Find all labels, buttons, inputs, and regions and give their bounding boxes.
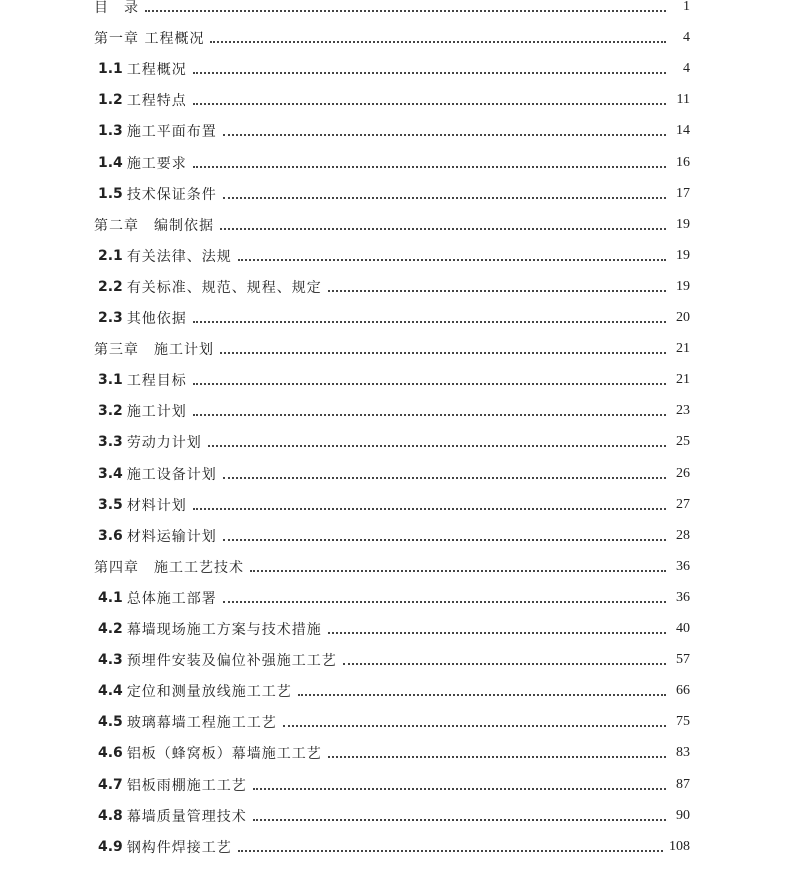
toc-page-number: 66: [676, 683, 690, 699]
toc-page-number: 90: [676, 807, 690, 823]
toc-page-number: 40: [676, 621, 690, 636]
dot-leader: [208, 445, 666, 447]
dot-leader: [223, 539, 666, 541]
dot-leader: [220, 228, 666, 230]
toc-entry-number: 4.3: [98, 652, 123, 669]
toc-entry-number: 3.4: [98, 465, 123, 482]
toc-entry-number: 3.2: [98, 403, 123, 420]
toc-chapter-row: [94, 338, 690, 360]
toc-section-row: [98, 183, 690, 205]
toc-section-row: [98, 276, 690, 298]
toc-chapter-row: [94, 27, 690, 49]
toc-section-row: [98, 525, 690, 547]
toc-section-row: [98, 463, 690, 485]
toc-entry-title: 技术保证条件: [126, 186, 217, 203]
toc-entry-title: 有关标准、规范、规程、规定: [126, 279, 322, 296]
toc-entry-title: 工程特点: [126, 93, 187, 110]
toc-section-row: [98, 836, 690, 858]
toc-page-number: 4: [683, 61, 690, 77]
toc-entry-number: 4.5: [98, 714, 123, 731]
toc-page-number: 21: [676, 372, 690, 388]
dot-leader: [210, 41, 666, 43]
toc-entry-title: 施工要求: [126, 155, 187, 172]
toc-entry-number: 4.2: [98, 621, 123, 637]
toc-entry-title: 第三章 施工计划: [94, 342, 214, 359]
dot-leader: [283, 725, 666, 727]
dot-leader: [253, 819, 666, 821]
dot-leader: [193, 72, 666, 74]
toc-entry-title: 第一章 工程概况: [94, 31, 205, 48]
toc-page-number: 36: [676, 558, 690, 574]
dot-leader: [298, 694, 666, 696]
toc-page-number: 20: [676, 310, 690, 325]
dot-leader: [328, 290, 666, 292]
toc-page-number: 19: [676, 216, 690, 232]
toc-section-row: [98, 89, 690, 111]
toc-entry-title: 第二章 编制依据: [94, 217, 214, 234]
toc-entry-number: 4.6: [98, 745, 123, 762]
toc-entry-title: 其他依据: [126, 311, 187, 327]
dot-leader: [193, 321, 666, 323]
toc-section-row: [98, 58, 690, 80]
toc-section-row: [98, 494, 690, 516]
toc-entry-number: 1.3: [98, 123, 123, 140]
toc-entry-number: 4.9: [98, 838, 123, 855]
toc-page-number: 11: [676, 92, 690, 108]
toc-page-number: 25: [676, 434, 690, 450]
dot-leader: [193, 166, 666, 168]
toc-chapter-row: [94, 214, 690, 236]
toc-chapter-row: [94, 0, 690, 18]
toc-entry-title: 有关法律、法规: [126, 248, 232, 265]
toc-entry-title: 幕墙现场施工方案与技术措施: [126, 622, 322, 638]
toc-entry-number: 1.5: [98, 185, 123, 202]
toc-page-number: 27: [676, 496, 690, 512]
toc-page-number: 87: [676, 776, 690, 792]
toc-entry-title: 幕墙质量管理技术: [126, 808, 247, 825]
toc-entry-number: 3.3: [98, 434, 123, 451]
toc-entry-title: 玻璃幕墙工程施工工艺: [126, 715, 277, 732]
toc-page-number: 1: [683, 0, 690, 14]
dot-leader: [223, 197, 666, 199]
toc-entry-number: 3.1: [98, 372, 123, 389]
toc-entry-title: 总体施工部署: [126, 590, 217, 607]
toc-entry-number: 4.1: [98, 589, 123, 606]
toc-entry-title: 施工计划: [126, 404, 187, 421]
toc-entry-title: 施工平面布置: [126, 124, 217, 141]
toc-section-row: [98, 742, 690, 764]
toc-page-number: 16: [676, 154, 690, 170]
toc-section-row: [98, 774, 690, 796]
toc-entry-number: 1.1: [98, 61, 123, 78]
toc-entry-title: 施工设备计划: [126, 466, 217, 483]
toc-entry-title: 工程概况: [126, 62, 187, 79]
toc-section-row: [98, 120, 690, 142]
dot-leader: [253, 788, 666, 790]
toc-page-number: 26: [676, 465, 690, 481]
dot-leader: [238, 850, 663, 852]
toc-entry-number: 4.4: [98, 683, 123, 700]
toc-section-row: [98, 307, 690, 329]
toc-page-number: 75: [676, 714, 690, 730]
toc-section-row: [98, 711, 690, 733]
toc-entry-number: 1.4: [98, 154, 123, 171]
toc-entry-title: 第四章 施工工艺技术: [94, 559, 244, 576]
toc-entry-title: 钢构件焊接工艺: [126, 839, 232, 856]
toc-section-row: [98, 369, 690, 391]
dot-leader: [343, 663, 666, 665]
dot-leader: [193, 414, 666, 416]
toc-entry-title: 劳动力计划: [126, 435, 202, 452]
toc-page-number: 14: [676, 123, 690, 139]
toc-chapter-row: [94, 556, 690, 578]
toc-page-number: 83: [676, 745, 690, 761]
toc-page-number: 23: [676, 403, 690, 419]
toc-section-row: [98, 680, 690, 702]
dot-leader: [328, 756, 666, 758]
toc-section-row: [98, 618, 690, 640]
toc-entry-title: 工程目标: [126, 373, 187, 390]
toc-section-row: [98, 431, 690, 453]
toc-page-number: 28: [676, 527, 690, 543]
dot-leader: [223, 477, 666, 479]
dot-leader: [250, 570, 666, 572]
toc-page-number: 19: [676, 278, 690, 294]
toc-entry-title: 目 录: [94, 0, 139, 16]
toc-entry-number: 4.7: [98, 776, 123, 793]
dot-leader: [193, 508, 666, 510]
toc-page-number: 21: [676, 341, 690, 357]
toc-section-row: [98, 805, 690, 827]
dot-leader: [193, 103, 666, 105]
toc-entry-title: 预埋件安装及偏位补强施工工艺: [126, 653, 337, 670]
toc-page-number: 4: [683, 30, 690, 46]
toc-section-row: [98, 400, 690, 422]
toc-entry-number: 2.2: [98, 278, 123, 295]
toc-entry-number: 2.3: [98, 310, 123, 326]
toc-entry-number: 2.1: [98, 247, 123, 264]
toc-section-row: [98, 152, 690, 174]
toc-page-number: 17: [676, 185, 690, 201]
dot-leader: [145, 10, 666, 12]
toc-entry-title: 材料运输计划: [126, 528, 217, 545]
toc-page-number: 19: [676, 247, 690, 263]
toc-entry-title: 定位和测量放线施工工艺: [126, 684, 292, 701]
toc-section-row: [98, 245, 690, 267]
toc-page-number: 36: [676, 589, 690, 605]
toc-entry-title: 铝板雨棚施工工艺: [126, 777, 247, 794]
toc-entry-number: 4.8: [98, 807, 123, 824]
toc-entry-number: 1.2: [98, 92, 123, 109]
dot-leader: [223, 134, 666, 136]
dot-leader: [220, 352, 666, 354]
toc-entry-title: 铝板（蜂窝板）幕墙施工工艺: [126, 746, 322, 763]
dot-leader: [223, 601, 666, 603]
toc-page-number: 57: [676, 652, 690, 668]
dot-leader: [193, 383, 666, 385]
toc-page-number: 108: [669, 838, 690, 854]
dot-leader: [238, 259, 666, 261]
toc-entry-number: 3.6: [98, 527, 123, 544]
toc-section-row: [98, 587, 690, 609]
dot-leader: [328, 632, 666, 634]
toc-entry-number: 3.5: [98, 496, 123, 513]
toc-entry-title: 材料计划: [126, 497, 187, 514]
toc-section-row: [98, 649, 690, 671]
